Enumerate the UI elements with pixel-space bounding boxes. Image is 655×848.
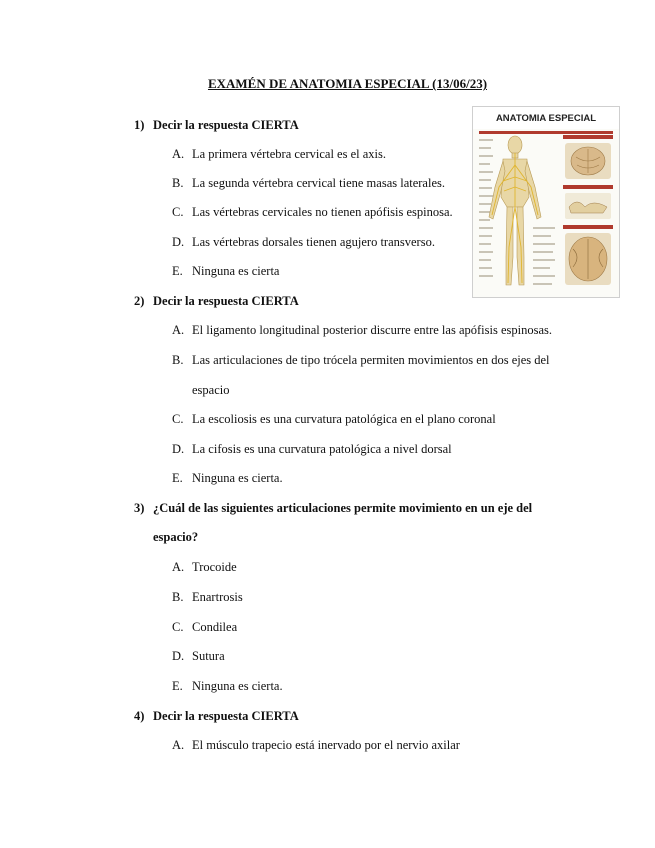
question-text: Decir la respuesta CIERTA xyxy=(153,118,299,132)
page-title: EXAMÉN DE ANATOMIA ESPECIAL (13/06/23) xyxy=(207,76,488,91)
question-number: 2) xyxy=(134,294,145,308)
option-text: La escoliosis es una curvatura patológica en el plano coronal xyxy=(192,412,496,426)
option-text: La primera vértebra cervical es el axis. xyxy=(192,147,386,161)
question-number: 4) xyxy=(134,709,145,723)
option-text: Trocoide xyxy=(192,560,237,574)
option-letter: A. xyxy=(172,560,185,574)
question-text: ¿Cuál de las siguientes articulaciones permite movimiento en un eje del xyxy=(153,501,533,515)
option-text: El ligamento longitudinal posterior discurre entre las apófisis espinosas. xyxy=(192,323,552,337)
option-letter: C. xyxy=(172,620,184,634)
option-letter: D. xyxy=(172,649,185,663)
question-number: 3) xyxy=(134,501,145,515)
option-text: Condilea xyxy=(192,620,238,634)
option-text: Las vértebras dorsales tienen agujero transverso. xyxy=(192,235,435,249)
question-text: Decir la respuesta CIERTA xyxy=(153,709,299,723)
anatomy-illustration xyxy=(473,107,619,297)
option-text: Las articulaciones de tipo trócela permiten movimientos en dos ejes del xyxy=(192,353,550,367)
option-text: El músculo trapecio está inervado por el nervio axilar xyxy=(192,738,460,752)
option-letter: A. xyxy=(172,738,185,752)
question-number: 1) xyxy=(134,118,145,132)
option-text: La cifosis es una curvatura patológica a nivel dorsal xyxy=(192,442,452,456)
option-letter: E. xyxy=(172,679,183,693)
option-letter: B. xyxy=(172,590,184,604)
option-letter: B. xyxy=(172,353,184,367)
option-text: espacio xyxy=(192,383,230,397)
option-text: Ninguna es cierta. xyxy=(192,471,283,485)
option-letter: C. xyxy=(172,412,184,426)
option-letter: C. xyxy=(172,205,184,219)
option-text: La segunda vértebra cervical tiene masas laterales. xyxy=(192,176,445,190)
option-letter: A. xyxy=(172,323,185,337)
option-text: Sutura xyxy=(192,649,225,663)
question-text: Decir la respuesta CIERTA xyxy=(153,294,299,308)
option-text: Ninguna es cierta. xyxy=(192,679,283,693)
option-letter: A. xyxy=(172,147,185,161)
option-letter: B. xyxy=(172,176,184,190)
option-letter: E. xyxy=(172,264,183,278)
option-letter: D. xyxy=(172,442,185,456)
option-text: Enartrosis xyxy=(192,590,243,604)
option-text: Ninguna es cierta xyxy=(192,264,280,278)
question-text-continued: espacio? xyxy=(153,530,199,544)
anatomy-poster-image xyxy=(472,106,620,298)
option-letter: D. xyxy=(172,235,185,249)
poster-title: ANATOMIA ESPECIAL xyxy=(495,113,597,124)
option-text: Las vértebras cervicales no tienen apófisis espinosa. xyxy=(192,205,453,219)
option-letter: E. xyxy=(172,471,183,485)
